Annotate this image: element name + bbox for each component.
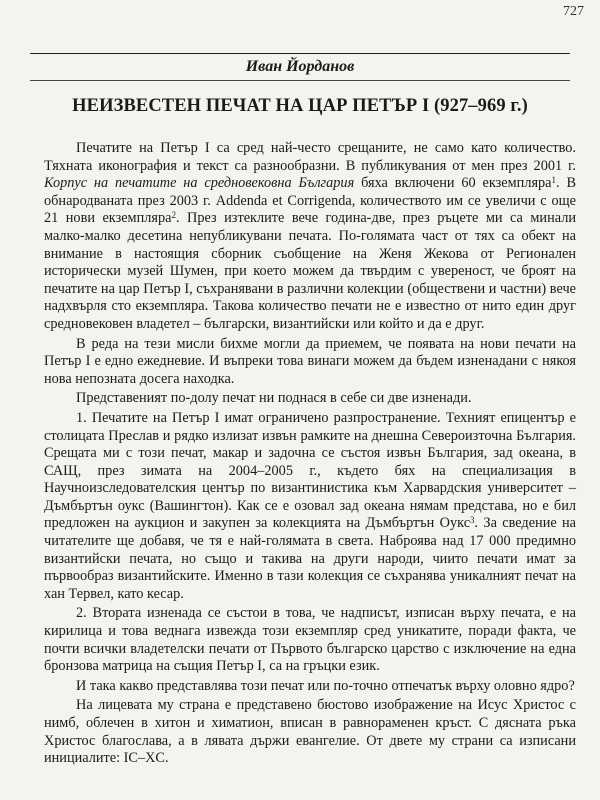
paragraph-7: На лицевата му страна е представено бюстово изображение на Исус Христос с нимб, облечен в хитон и химатион, вписан в равнораменен кръст. С дясната ръка Христос благослава, а в лявата държи евангелие. От двете му страни са изписани инициалите: IC–XC. [44, 697, 576, 767]
paragraph-1: Печатите на Петър I са сред най-често срещаните, не само като количество. Тяхната иконография и текст са разнообразни. В публикувания от мен през 2001 г. Корпус на печатите на средновековна България бяха включени 60 екземпляра$^1$. В обнародваната през 2003 г. Addenda et Corrigenda, количеството им се увеличи с още 21 нови екземпляра$^2$. През изтеклите вече година-две, през ръцете ми са минали малко-малко десетина непубликувани печата. По-голямата част от тях са обект на внимание в настоящия сборник съобщение на Женя Жекова от Регионален исторически музей Шумен, при което можем да твърдим с увереност, че броят на печатите на цар Петър I, съхранявани в различни колекции (обществени и частни) вече надхвърля сто екземпляра. Такова количество печати не е известно от нито един друг средновековен владетел – български, византийски или който и да е друг. [44, 140, 576, 332]
author-rule [30, 80, 570, 81]
paragraph-4: 1. Печатите на Петър I имат ограничено разпространение. Техният епицентър е столицата Преслав и рядко излизат извън рамките на днешна Североизточна България. Срещата ми с този печат, макар и задочна се състоя извън България, зад океана, в САЩ, през зимата на 2004–2005 г., където бях на специализация в Научноизследователския център по византинистика към Харвардския университет – Дъмбъртън оукс (Вашингтон). Как се е озовал зад океана нямам представа, но е бил предложен на аукцион и закупен за колекцията на Дъмбъртън Оукс$^3$. За сведение на читателите ще добавя, че тя е най-голямата в света. Наброява над 17 000 предимно византийски печата, но също и такива на други народи, чиито печати имат за първообраз византийските. Именно в тази колекция се съхранява уникалният печат на хан Тервел, като кесар. [44, 409, 576, 602]
paragraph-3: Представеният по-долу печат ни поднася в себе си две изненади. [76, 390, 472, 407]
footnote-ref-1: 1 [551, 175, 557, 186]
article-body [44, 140, 576, 770]
footnote-ref-3: 3 [470, 515, 475, 526]
corpus-title: Корпус на печатите на средновековна България [44, 175, 355, 192]
running-author: Иван Йорданов [245, 58, 355, 75]
article-title: НЕИЗВЕСТЕН ПЕЧАТ НА ЦАР ПЕТЪР I (927–969 г.) [72, 96, 528, 116]
paragraph-2: В реда на тези мисли бихме могли да приемем, че появата на нови печати на Петър I е едно ежедневие. И въпреки това винаги можем да бъдем изненадани с някоя нова непозната досега находка. [44, 335, 576, 387]
header-rule [30, 53, 570, 54]
footnote-ref-2: 2 [171, 210, 176, 221]
page-number: 727 [563, 4, 584, 19]
paragraph-5: 2. Втората изненада се състои в това, че надписът, изписан върху печата, е на кирилица и това веднага извежда този екземпляр сред уникатите, поради факта, че почти всички владетелски печати от Първото българско царство с изключение на една бронзова матрица на същия Петър I, са на гръцки език. [44, 605, 576, 675]
paragraph-6: И така какво представлява този печат или по-точно отпечатък върху оловно ядро? [76, 677, 575, 694]
